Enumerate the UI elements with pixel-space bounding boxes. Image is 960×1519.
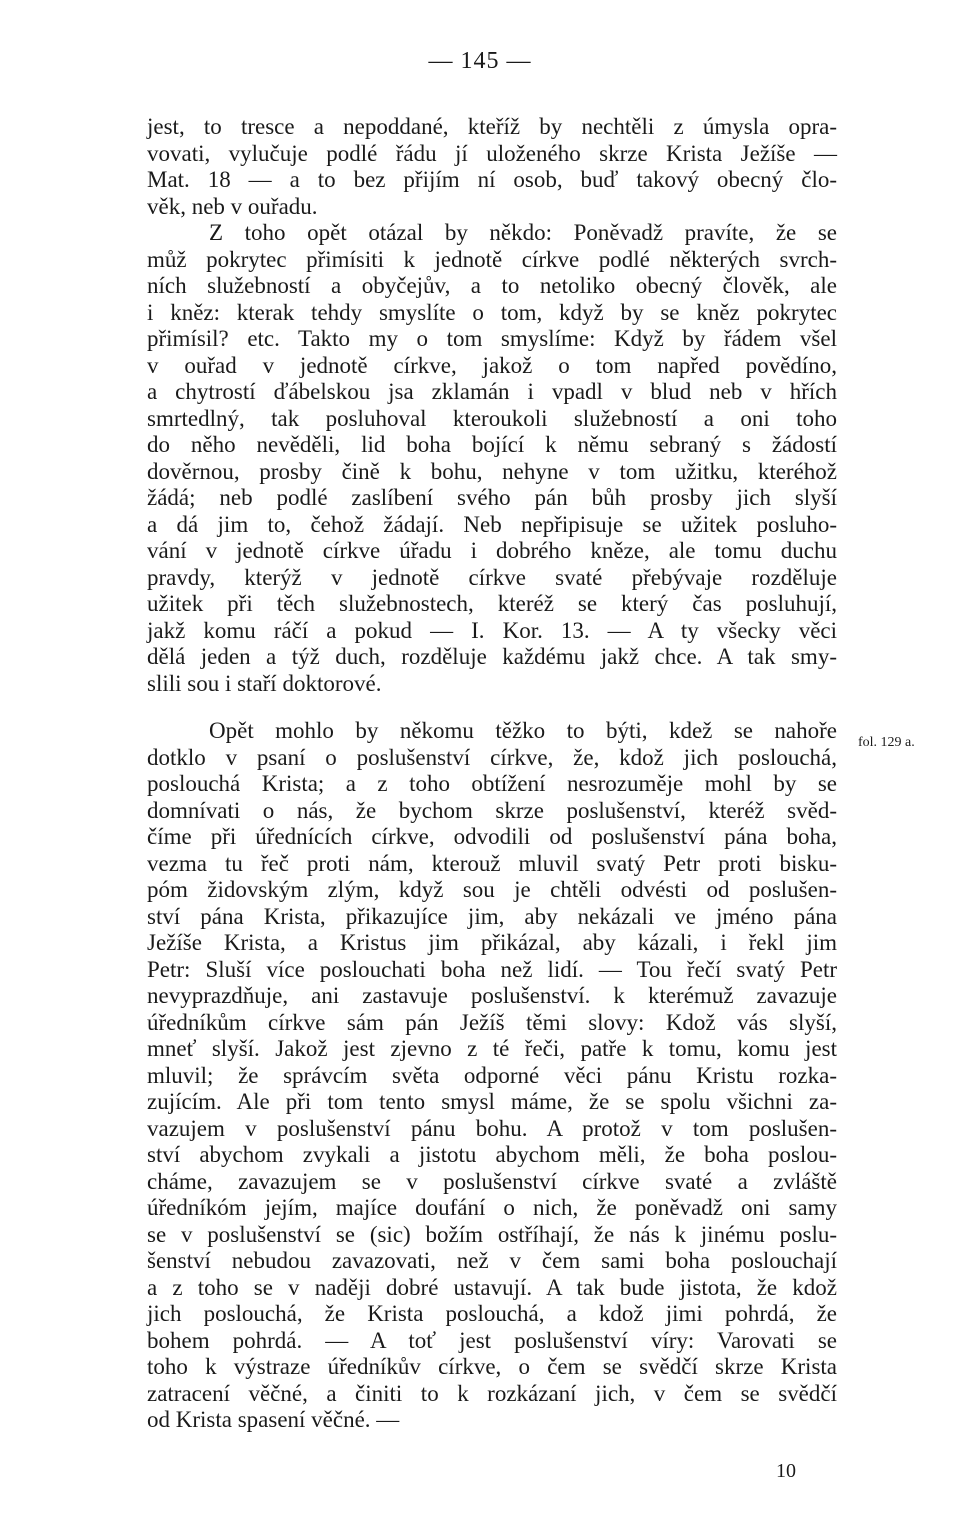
text-line: ních služebností a obyčejův, a to netoliko obecný člověk, ale: [147, 273, 837, 298]
text-line: jakž komu ráčí a pokud — I. Kor. 13. — A ty všecky věci: [147, 617, 837, 643]
text-line: jest, to tresce a nepoddané, kteříž by nechtěli z úmysla opra-: [147, 114, 837, 139]
text-line: Z toho opět otázal by někdo: Poněvadž pravíte, že se: [209, 220, 837, 245]
text-line: vání v jednotě církve úřadu i dobrého kněze, ale tomu duchu: [147, 538, 837, 563]
text-line: užitek při těch služebnostech, kteréž se který čas posluhují,: [147, 591, 837, 616]
text-line: póm židovským zlým, když sou je chtěli odvésti od poslušen-: [147, 877, 837, 902]
text-line: od Krista spasení věčné. —: [147, 1407, 400, 1432]
text-line: cháme, zavazujem se v poslušenství církve svaté a zvláště: [147, 1168, 837, 1194]
text-body: [147, 114, 837, 1434]
text-line: zujícím. Ale při tom tento smysl máme, že se spolu všichni za-: [147, 1089, 837, 1114]
text-line: můž pokrytec přimísiti k jednotě církve podlé některých svrch-: [147, 246, 837, 272]
text-line: zatracení věčné, a činiti to k rozkázaní jich, v čem se svědčí: [147, 1380, 837, 1406]
text-line: do něho nevěděli, lid boha bojící k němu sebraný s žádostí: [147, 432, 837, 457]
text-line: smrtedlný, tak posluhoval kteroukoli služebností a oni toho: [147, 405, 837, 431]
text-line: ství pána Krista, přikazujíce jim, aby nekázali ve jméno pána: [147, 903, 837, 929]
text-line: slili sou i staří doktorové.: [147, 670, 382, 696]
text-line: vovati, vylučuje podlé řádu jí uloženého skrze Krista Ježíše —: [147, 140, 837, 166]
text-line: Ježíše Krista, a Kristus jim přikázal, aby kázali, i řekl jim: [147, 930, 837, 955]
text-line: úředníkóm jejím, majíce doufání o nich, že poněvadž oni samy: [147, 1195, 837, 1220]
text-line: se v poslušenství se (sic) božím ostříhají, že nás k jinému poslu-: [147, 1221, 837, 1247]
text-line: vazujem v poslušenství pánu bohu. A protož v tom poslušen-: [147, 1115, 837, 1141]
text-line: jich poslouchá, že Krista poslouchá, a kdož jimi pohrdá, že: [147, 1301, 837, 1326]
text-line: dotklo v psaní o poslušenství církve, že, kdož jich poslouchá,: [147, 744, 837, 770]
text-line: Mat. 18 — a to bez přijím ní osob, buď takový obecný člo-: [147, 167, 837, 192]
text-line: toho k výstraze úředníkův církve, o čem se svědčí skrze Krista: [147, 1354, 837, 1379]
text-line: bohem pohrdá. — A toť jest poslušenství víry: Varovati se: [147, 1327, 837, 1353]
text-line: dělá jeden a týž duch, rozděluje každému jakž chce. A tak smy-: [147, 644, 837, 669]
text-line: i kněz: kterak tehdy smyslíte o tom, když by se kněz pokrytec: [147, 299, 837, 325]
text-line: pravdy, kterýž v jednotě církve svaté přebývaje rozděluje: [147, 564, 837, 590]
page-number: — 145 —: [428, 48, 532, 74]
text-line: dověrnou, prosby čině k bohu, nehyne v tom užitku, kteréhož: [147, 458, 837, 484]
paragraph: [147, 114, 837, 220]
text-line: věk, neb v ouřadu.: [147, 193, 318, 219]
text-line: nevyprazdňuje, ani zastavuje poslušenství. k kterémuž zavazuje: [147, 983, 837, 1008]
text-line: úředníkům církve sám pán Ježíš těmi slovy: Kdož vás slyší,: [147, 1009, 837, 1035]
text-line: a dá jim to, čehož žádají. Neb nepřipisuje se užitek posluho-: [147, 511, 837, 537]
margin-note: fol. 129 a.: [858, 735, 915, 750]
text-line: domnívati o nás, že bychom skrze poslušenství, kteréž svěd-: [147, 797, 837, 823]
text-line: šenství nebudou zavazovati, než v čem sami boha poslouchají: [147, 1248, 837, 1273]
paragraph: [147, 220, 837, 697]
text-line: mluvil; že správcím světa odporné věci pánu Kristu rozka-: [147, 1062, 837, 1088]
text-line: číme při úřednících církve, odvodili od poslušenství pána boha,: [147, 824, 837, 849]
text-line: Opět mohlo by někomu těžko to býti, kdež se nahoře: [209, 718, 837, 743]
text-line: v ouřad v jednotě církve, jakož o tom napřed povědíno,: [147, 352, 837, 378]
text-line: a chytrostí ďábelskou jsa zklamán i vpadl v blud neb v hřích: [147, 379, 837, 404]
text-line: vezma tu řeč proti nám, kterouž mluvil svatý Petr proti bisku-: [147, 850, 837, 876]
text-line: mneť slyší. Jakož jest zjevno z té řeči, patře k tomu, komu jest: [147, 1036, 837, 1061]
text-line: ství abychom zvykali a jistotu abychom měli, že boha poslou-: [147, 1142, 837, 1167]
paragraph: [147, 718, 837, 1434]
text-line: a z toho se v naději dobré ustavují. A tak bude jistota, že kdož: [147, 1274, 837, 1300]
text-line: žádá; neb podlé zaslíbení svého pán bůh prosby jich slyší: [147, 485, 837, 510]
text-line: přimísil? etc. Takto my o tom smyslíme: Když by řádem všel: [147, 326, 837, 351]
folio-number: 10: [776, 1460, 796, 1482]
text-line: poslouchá Krista; a z toho obtížení nesrozuměje mohl by se: [147, 771, 837, 796]
text-line: Petr: Sluší více poslouchati boha než lidí. — Tou řečí svatý Petr: [147, 956, 837, 982]
